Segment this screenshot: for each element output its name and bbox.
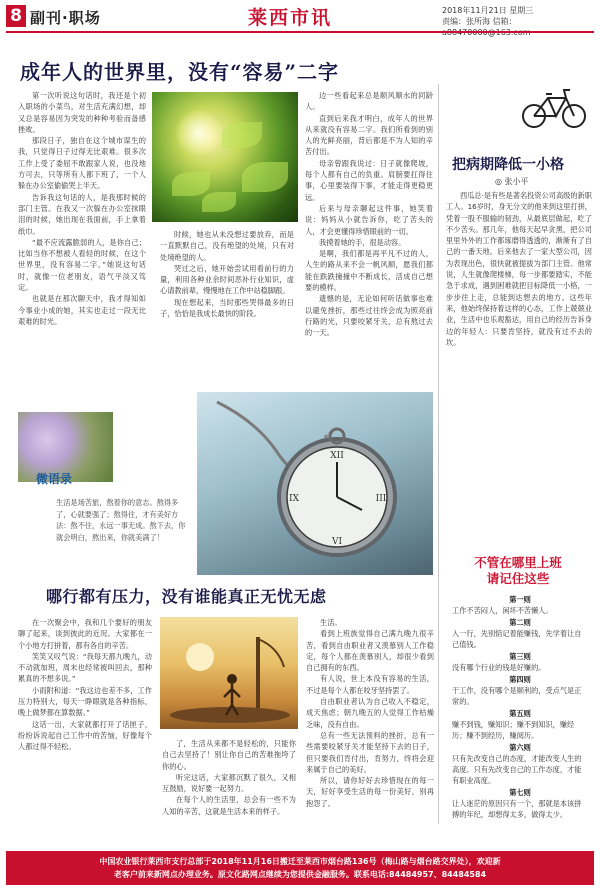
- svg-text:XII: XII: [330, 451, 344, 461]
- paragraph: 看到上班族觉得自己满九晚九很辛苦，看到自由职业者又羡慕别人工作稳定，每个人都在羡慕别人，却很少看到自己拥有的东西。: [306, 629, 434, 673]
- rule-item: [452, 674, 588, 707]
- rule-heading: 第五则: [509, 709, 531, 718]
- paragraph: 第一次听说这句话时，我还是个初入职场的小菜鸟，对生活充满幻想，却又总是容易因为突发的种种考验而备感挫败。: [18, 91, 146, 134]
- paragraph: 在每个人的生活里，总会有一些不为人知的辛苦，这就是生活本来的样子。: [162, 795, 296, 816]
- micro-quote-title: 微语录: [36, 472, 73, 486]
- article1-headline: 成年人的世界里，没有“容易”二字: [20, 60, 340, 84]
- rule-item: [452, 651, 588, 673]
- column-divider: [438, 84, 439, 824]
- paragraph: 自由职业者认为自己收入不稳定，成天焦虑；朝九晚五的人觉得工作枯燥乏味，没有自由。: [306, 697, 434, 729]
- paragraph: 哭过之后，她开始尝试用看前行的力量，利用各种业余时间恶补行业知识，虚心请教前辈，慢慢地在工作中站稳脚跟。: [160, 263, 294, 296]
- sidebar-author: ◎ 张小平: [495, 177, 529, 186]
- paragraph: 现在想起来，当时那些哭得最多的日子，恰恰是我成长最快的阶段。: [160, 297, 294, 319]
- rules-title: [448, 555, 588, 587]
- article1-column-1: [18, 90, 146, 400]
- rule-heading: 第四则: [509, 675, 531, 684]
- paragraph: 边一些看起来总是顺风顺水的同龄人。: [305, 91, 433, 112]
- rule-heading: 第七则: [509, 788, 531, 797]
- footer-line-2: 老客户前来新网点办理业务。原文化路网点继续为您提供金融服务。联系电话:84484957、84484584: [113, 870, 487, 879]
- article1-column-3: [305, 90, 433, 400]
- editor-line: 责编：张所海 信箱：: [442, 17, 517, 26]
- sidebar-article-body: 西瓜总·是有些是著名投资公司高级的新职工人。16岁时，身无分文的他来到这里打拼，凭着一股不服输的韧劲，从最底层做起，吃了不少苦头。那几年，他每天起早贪黑，把公司里里外外的工作都琢磨得透透的，渐渐有了自己的一番天地。后来他去了一家大型公司，因为表现出色，很快就被提拔为部门主管。他常说，人生就像爬楼梯，每一步都要踏实，不能急于求成，遇到困难就把目标降低一小格，一步步往上走，总能到达想去的地方。这些年来，他始终保持着这样的心态，工作上兢兢业业，生活中也乐观豁达，用自己的经历告诉身边的年轻人：只要肯坚持，就没有过不去的坎。: [446, 191, 592, 347]
- paragraph: 小雨附和道：“我这边也差不多，工作压力特别大，每天一睁眼就是各种指标，晚上做梦都在算数据。”: [18, 685, 152, 718]
- sunlit-leaves-photo: [152, 92, 298, 222]
- paragraph: 后来与母亲聊起这件事，她笑着说：妈妈从小就告诉你，吃了苦头的人，才会更懂得珍惜眼前的一切。: [305, 203, 433, 236]
- paragraph: 也就是在那次聊天中，我才得知如今事业小成的她，其实也走过一段无比艰难的时光。: [18, 294, 146, 326]
- leaf-shape: [202, 192, 236, 212]
- paragraph: 告诉我这句话的人，是我那时候的部门主管。在我又一次躲在办公室抹眼泪的时候，她出现在我面前，手上拿着纸巾。: [18, 192, 146, 236]
- leaf-shape: [172, 172, 210, 196]
- rule-item: [452, 787, 588, 820]
- sunlight-glow: [176, 110, 222, 156]
- rule-heading: 第二则: [509, 618, 531, 627]
- masthead: [0, 0, 600, 30]
- date-line: 2018年11月21日 星期三: [442, 6, 534, 15]
- paragraph: “最不应流露脆弱的人，是你自己；比如当你不想被人看轻的时候，在这个世界里，没有容易二字。”她说这句话时，就像一位老朋友，语气平淡又笃定。: [18, 237, 146, 293]
- silhouette-icon: [160, 617, 298, 729]
- article2-column-1: [18, 617, 152, 845]
- rule-text: 工作不苦闷人，闲坏不苦懒人。: [452, 606, 553, 615]
- header-info: [442, 5, 592, 38]
- masthead-rule: [6, 31, 594, 33]
- rule-text: 没有哪个行业的钱是好赚的。: [452, 663, 546, 672]
- rule-item: [452, 708, 588, 741]
- leaf-shape: [222, 122, 262, 148]
- paragraph: 了，生活从来都不是轻松的，只能你自己去坚持了！别让你自己的苦难拖垮了你的心。: [162, 739, 296, 771]
- rule-item: [452, 617, 588, 650]
- pocket-watch-photo: [197, 392, 433, 575]
- page-number: 8: [6, 5, 26, 27]
- paragraph: 所以，请你好好去珍惜现在的每一天，好好享受生活的每一份美好，别再抱怨了。: [306, 776, 434, 808]
- article2-headline: 哪行都有压力，没有谁能真正无忧无虑: [46, 587, 327, 606]
- rules-title-text: 不管在哪里上班 请记住这些: [474, 555, 562, 586]
- rule-text: 赚不到钱，赚知识；赚不到知识，赚经历；赚不到经历，赚阅历。: [452, 720, 575, 740]
- rule-text: 入一行，先别惦记着能赚钱，先学着让自己值钱。: [452, 629, 582, 649]
- bicycle-photo: [520, 82, 590, 136]
- paragraph: 时候，她也从未没想过要放弃，而是一直默默自己，没有绝望的处境，只有对处境绝望的人。: [160, 230, 294, 262]
- rule-heading: 第一则: [509, 595, 531, 604]
- svg-text:VI: VI: [331, 537, 343, 547]
- paragraph: 遗憾的是，无论如何听话做事也难以避免挫折，那些过往终会成为照亮前行路的光，只要咬紧牙关，总有熬过去的一天。: [305, 294, 433, 338]
- newspaper-logo: 莱西市讯: [248, 7, 333, 29]
- svg-text:III: III: [375, 494, 387, 504]
- rule-heading: 第六则: [509, 743, 531, 752]
- article1-column-2: [160, 229, 294, 399]
- article2-column-2: [162, 738, 296, 844]
- rule-text: 只有先改变自己的态度，才能改变人生的高度。只有先改变自己的工作态度，才能有职业高度。: [452, 754, 582, 785]
- sunset-figure-illustration: [160, 617, 298, 729]
- rule-text: 干工作，没有哪个是顺利的，受点气是正常的。: [452, 686, 582, 706]
- paragraph: 笑笑又叹气说：“我每天都九晚九，动不动就加班，周末也经常被叫回去，那种累真的不想多说。”: [18, 651, 152, 684]
- sidebar-article-title: 把病期降低一小格: [452, 157, 564, 173]
- paragraph: 那段日子，独自在这个城市谋生的我，只觉得日子过得无比艰难。很多次工作上受了委屈不敢跟家人说，也没地方可去，只等所有人都下班了，一个人躲在办公室偷偷哭上半天。: [18, 136, 146, 191]
- paragraph: 有人说，世上本没有容易的生活，不过是每个人都在咬牙坚持罢了。: [306, 674, 434, 695]
- footer-advertisement: [6, 851, 594, 885]
- paragraph: 我摸着她的手，很是动容。: [319, 237, 406, 247]
- paragraph: 生活。: [320, 618, 342, 627]
- rule-heading: 第三则: [509, 652, 531, 661]
- svg-text:IX: IX: [289, 494, 299, 504]
- paragraph: 这话一出，大家就都打开了话匣子，纷纷诉说起自己工作中的苦恼，好像每个人都过得不轻松。: [18, 719, 152, 752]
- bicycle-icon: [520, 82, 590, 132]
- leaf-shape: [242, 162, 288, 192]
- paragraph: 在一次聚会中，我和几个要好的朋友聊了起来，谈到彼此的近况。大家都在一个小地方打拼着，都有各自的辛苦。: [18, 618, 152, 650]
- pocket-watch-icon: [197, 392, 433, 575]
- footer-line-1: 中国农业银行莱西市支行总部于2018年11月16日搬迁至莱西市烟台路136号（梅山路与烟台路交界处），欢迎新: [99, 857, 501, 866]
- paragraph: 直到后来我才明白，成年人的世界从来就没有容易二字。我们所看到的别人的光鲜亮丽，背后都是不为人知的辛苦付出。: [305, 113, 433, 157]
- paragraph: 是啊，我们都是再平凡不过的人，人生的路从来不会一帆风顺，愿我们都能在跌跌撞撞中不断成长，活成自己想要的模样。: [305, 249, 433, 293]
- rule-item: [452, 594, 588, 616]
- paragraph: 母亲曾跟我说过：日子就像爬坡，每个人都有自己的负重。肩膀要扛得住事，心里要装得下事，才能走得更稳更远。: [305, 158, 433, 202]
- rule-item: [452, 742, 588, 786]
- rule-text: 让人迷茫的原因只有一个，那就是本该拼搏的年纪，却想得太多，做得太少。: [452, 799, 582, 819]
- article2-column-3: [306, 617, 434, 845]
- paragraph: 听完这话，大家都沉默了很久，又相互鼓励，说好要一起努力。: [162, 772, 296, 794]
- rules-list: [452, 594, 588, 821]
- micro-quote-text: 生活是场苦旅，熬着你的意志。熬得多了，心就要强了；熬得住，才有美好方法：熬不住，永远一事无成。熬下去，你就会明白，熬出来，你就美满了！: [56, 498, 186, 542]
- section-title: 副刊·职场: [30, 9, 101, 27]
- paragraph: 总有一些无法预料的挫折，总有一些需要咬紧牙关才能坚持下去的日子，但只要我们肯付出，肯努力，终将会迎来属于自己的美好。: [306, 730, 434, 774]
